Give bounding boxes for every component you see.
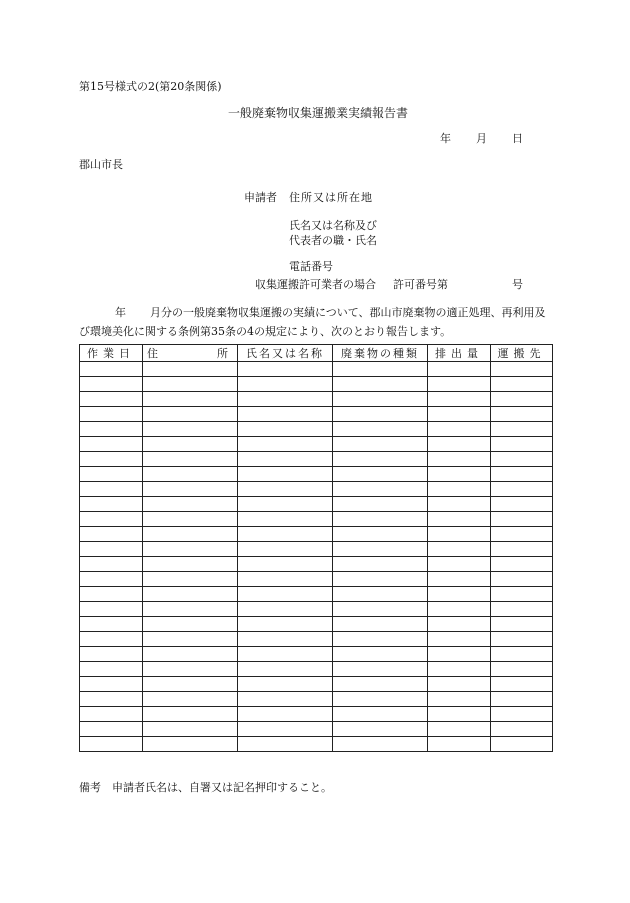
table-cell[interactable] — [428, 617, 491, 632]
table-cell[interactable] — [428, 737, 491, 752]
table-cell[interactable] — [491, 407, 553, 422]
table-cell[interactable] — [333, 527, 428, 542]
table-cell[interactable] — [80, 422, 143, 437]
table-cell[interactable] — [238, 392, 333, 407]
table-cell[interactable] — [428, 392, 491, 407]
table-cell[interactable] — [238, 467, 333, 482]
table-cell[interactable] — [80, 707, 143, 722]
table-cell[interactable] — [491, 482, 553, 497]
table-cell[interactable] — [333, 467, 428, 482]
table-cell[interactable] — [491, 572, 553, 587]
table-row — [80, 452, 553, 467]
table-cell[interactable] — [428, 677, 491, 692]
table-cell[interactable] — [238, 497, 333, 512]
table-cell[interactable] — [143, 542, 238, 557]
table-cell[interactable] — [491, 587, 553, 602]
table-cell[interactable] — [143, 602, 238, 617]
report-table — [79, 344, 553, 752]
table-cell[interactable] — [491, 602, 553, 617]
table-cell[interactable] — [80, 587, 143, 602]
table-cell[interactable] — [491, 677, 553, 692]
table-cell[interactable] — [80, 527, 143, 542]
table-cell[interactable] — [238, 557, 333, 572]
table-cell[interactable] — [333, 512, 428, 527]
table-cell[interactable] — [428, 377, 491, 392]
table-cell[interactable] — [428, 497, 491, 512]
table-cell[interactable] — [80, 557, 143, 572]
table-row — [80, 707, 553, 722]
table-cell[interactable] — [333, 677, 428, 692]
phone-label: 電話番号 — [289, 260, 333, 273]
table-row — [80, 572, 553, 587]
table-cell[interactable] — [80, 407, 143, 422]
table-cell[interactable] — [80, 617, 143, 632]
applicant-label: 申請者 — [244, 191, 277, 204]
table-cell[interactable] — [333, 362, 428, 377]
table-cell[interactable] — [238, 422, 333, 437]
table-cell[interactable] — [333, 452, 428, 467]
table-cell[interactable] — [238, 707, 333, 722]
date-day: 日 — [512, 132, 523, 145]
table-cell[interactable] — [491, 422, 553, 437]
table-row — [80, 557, 553, 572]
table-cell[interactable] — [491, 512, 553, 527]
table-cell[interactable] — [143, 587, 238, 602]
table-row — [80, 527, 553, 542]
table-cell[interactable] — [80, 497, 143, 512]
form-number: 第15号様式の2(第20条関係) — [79, 80, 222, 93]
table-row — [80, 377, 553, 392]
table-cell[interactable] — [428, 557, 491, 572]
addressee: 郡山市長 — [79, 158, 123, 171]
table-cell[interactable] — [238, 482, 333, 497]
statement-year: 年 — [115, 306, 126, 319]
table-cell[interactable] — [333, 482, 428, 497]
table-cell[interactable] — [143, 707, 238, 722]
table-cell[interactable] — [428, 722, 491, 737]
table-cell[interactable] — [333, 542, 428, 557]
table-cell[interactable] — [428, 602, 491, 617]
table-cell[interactable] — [238, 677, 333, 692]
table-row — [80, 602, 553, 617]
table-cell[interactable] — [80, 542, 143, 557]
table-row — [80, 587, 553, 602]
table-cell[interactable] — [491, 377, 553, 392]
header-discharge-amount: 排出量 — [428, 345, 491, 362]
table-cell[interactable] — [333, 497, 428, 512]
table-cell[interactable] — [238, 647, 333, 662]
table-cell[interactable] — [143, 452, 238, 467]
name-label-line1: 氏名又は名称及び — [289, 219, 377, 232]
document-title: 一般廃棄物収集運搬業実績報告書 — [228, 106, 409, 120]
table-cell[interactable] — [238, 587, 333, 602]
table-cell[interactable] — [333, 737, 428, 752]
table-row — [80, 722, 553, 737]
table-row — [80, 617, 553, 632]
table-cell[interactable] — [143, 632, 238, 647]
table-cell[interactable] — [143, 497, 238, 512]
table-header-row — [80, 345, 553, 362]
table-cell[interactable] — [143, 467, 238, 482]
table-cell[interactable] — [428, 527, 491, 542]
table-cell[interactable] — [491, 497, 553, 512]
table-cell[interactable] — [333, 602, 428, 617]
table-cell[interactable] — [428, 572, 491, 587]
table-row — [80, 407, 553, 422]
table-cell[interactable] — [491, 722, 553, 737]
table-row — [80, 362, 553, 377]
table-cell[interactable] — [333, 557, 428, 572]
table-row — [80, 692, 553, 707]
table-row — [80, 512, 553, 527]
table-row — [80, 542, 553, 557]
table-cell[interactable] — [333, 617, 428, 632]
table-cell[interactable] — [428, 692, 491, 707]
table-cell[interactable] — [143, 377, 238, 392]
table-cell[interactable] — [80, 647, 143, 662]
table-cell[interactable] — [491, 452, 553, 467]
table-cell[interactable] — [333, 707, 428, 722]
table-cell[interactable] — [333, 422, 428, 437]
table-row — [80, 422, 553, 437]
table-cell[interactable] — [333, 392, 428, 407]
table-cell[interactable] — [238, 602, 333, 617]
table-cell[interactable] — [333, 632, 428, 647]
table-cell[interactable] — [428, 362, 491, 377]
header-address-part1: 住 — [147, 347, 163, 360]
table-cell[interactable] — [491, 527, 553, 542]
table-row — [80, 677, 553, 692]
table-cell[interactable] — [428, 467, 491, 482]
table-cell[interactable] — [333, 662, 428, 677]
table-cell[interactable] — [333, 407, 428, 422]
table-cell[interactable] — [428, 512, 491, 527]
table-cell[interactable] — [491, 437, 553, 452]
table-cell[interactable] — [491, 542, 553, 557]
table-cell[interactable] — [143, 422, 238, 437]
table-row — [80, 497, 553, 512]
table-cell[interactable] — [428, 422, 491, 437]
table-cell[interactable] — [80, 602, 143, 617]
table-cell[interactable] — [333, 692, 428, 707]
permit-number-label: 許可番号第 — [393, 278, 448, 291]
table-cell[interactable] — [143, 722, 238, 737]
header-address — [143, 345, 238, 362]
table-cell[interactable] — [80, 662, 143, 677]
table-cell[interactable] — [428, 437, 491, 452]
table-cell[interactable] — [143, 557, 238, 572]
table-cell[interactable] — [238, 692, 333, 707]
table-cell[interactable] — [80, 677, 143, 692]
table-cell[interactable] — [491, 647, 553, 662]
table-row — [80, 737, 553, 752]
table-cell[interactable] — [80, 572, 143, 587]
table-cell[interactable] — [428, 587, 491, 602]
date-month: 月 — [476, 132, 487, 145]
table-cell[interactable] — [80, 692, 143, 707]
table-cell[interactable] — [491, 362, 553, 377]
table-cell[interactable] — [238, 542, 333, 557]
table-cell[interactable] — [491, 467, 553, 482]
table-cell[interactable] — [333, 437, 428, 452]
table-cell[interactable] — [143, 527, 238, 542]
table-cell[interactable] — [238, 527, 333, 542]
permit-number-suffix: 号 — [512, 278, 523, 291]
table-cell[interactable] — [143, 437, 238, 452]
table-cell[interactable] — [428, 542, 491, 557]
table-cell[interactable] — [143, 662, 238, 677]
table-cell[interactable] — [80, 467, 143, 482]
table-cell[interactable] — [143, 617, 238, 632]
table-cell[interactable] — [143, 512, 238, 527]
table-row — [80, 662, 553, 677]
header-name: 氏名又は名称 — [238, 345, 333, 362]
table-row — [80, 482, 553, 497]
table-cell[interactable] — [491, 692, 553, 707]
table-cell[interactable] — [333, 572, 428, 587]
table-cell[interactable] — [428, 647, 491, 662]
table-cell[interactable] — [143, 692, 238, 707]
table-cell[interactable] — [80, 362, 143, 377]
table-row — [80, 392, 553, 407]
table-cell[interactable] — [333, 722, 428, 737]
table-cell[interactable] — [143, 677, 238, 692]
table-cell[interactable] — [238, 722, 333, 737]
address-label: 住所又は所在地 — [289, 191, 373, 204]
table-cell[interactable] — [238, 362, 333, 377]
table-cell[interactable] — [428, 662, 491, 677]
table-cell[interactable] — [238, 437, 333, 452]
table-cell[interactable] — [80, 377, 143, 392]
table-cell[interactable] — [80, 722, 143, 737]
statement-text: 月分の一般廃棄物収集運搬の実績について、郡山市廃棄物の適正処理、再利用及び環境美化に関する条例第35条の4の規定により、次のとおり報告します。 — [79, 306, 546, 338]
table-cell[interactable] — [491, 632, 553, 647]
permit-holder-label: 収集運搬許可業者の場合 — [255, 278, 376, 291]
table-cell[interactable] — [80, 392, 143, 407]
table-cell[interactable] — [80, 437, 143, 452]
table-cell[interactable] — [491, 617, 553, 632]
table-cell[interactable] — [333, 377, 428, 392]
header-destination: 運搬先 — [491, 345, 553, 362]
date-line — [440, 133, 523, 144]
table-cell[interactable] — [143, 737, 238, 752]
table-cell[interactable] — [333, 587, 428, 602]
table-cell[interactable] — [428, 482, 491, 497]
table-cell[interactable] — [238, 452, 333, 467]
header-waste-type: 廃棄物の種類 — [333, 345, 428, 362]
table-cell[interactable] — [428, 452, 491, 467]
table-cell[interactable] — [143, 482, 238, 497]
report-statement — [79, 303, 552, 341]
name-label-line2: 代表者の職・氏名 — [289, 234, 377, 247]
table-cell[interactable] — [238, 632, 333, 647]
table-cell[interactable] — [428, 707, 491, 722]
header-work-date: 作業日 — [80, 345, 143, 362]
table-cell[interactable] — [143, 407, 238, 422]
table-cell[interactable] — [238, 377, 333, 392]
table-cell[interactable] — [143, 392, 238, 407]
table-body — [80, 362, 553, 752]
table-cell[interactable] — [428, 632, 491, 647]
table-cell[interactable] — [80, 482, 143, 497]
table-cell[interactable] — [143, 362, 238, 377]
table-cell[interactable] — [238, 512, 333, 527]
table-cell[interactable] — [238, 662, 333, 677]
table-cell[interactable] — [80, 737, 143, 752]
table-cell[interactable] — [333, 647, 428, 662]
table-cell[interactable] — [143, 647, 238, 662]
table-row — [80, 632, 553, 647]
table-cell[interactable] — [428, 407, 491, 422]
date-year: 年 — [440, 132, 451, 145]
table-cell[interactable] — [491, 662, 553, 677]
table-row — [80, 467, 553, 482]
remarks-note: 備考 申請者氏名は、自署又は記名押印すること。 — [79, 781, 332, 794]
table-cell[interactable] — [238, 617, 333, 632]
table-cell[interactable] — [491, 737, 553, 752]
table-cell[interactable] — [238, 407, 333, 422]
table-cell[interactable] — [491, 557, 553, 572]
table-cell[interactable] — [143, 572, 238, 587]
table-cell[interactable] — [80, 632, 143, 647]
table-row — [80, 437, 553, 452]
table-cell[interactable] — [80, 452, 143, 467]
table-row — [80, 647, 553, 662]
header-address-part2: 所 — [217, 347, 233, 360]
table-cell[interactable] — [238, 737, 333, 752]
table-cell[interactable] — [491, 392, 553, 407]
table-cell[interactable] — [491, 707, 553, 722]
table-cell[interactable] — [80, 512, 143, 527]
table-cell[interactable] — [238, 572, 333, 587]
